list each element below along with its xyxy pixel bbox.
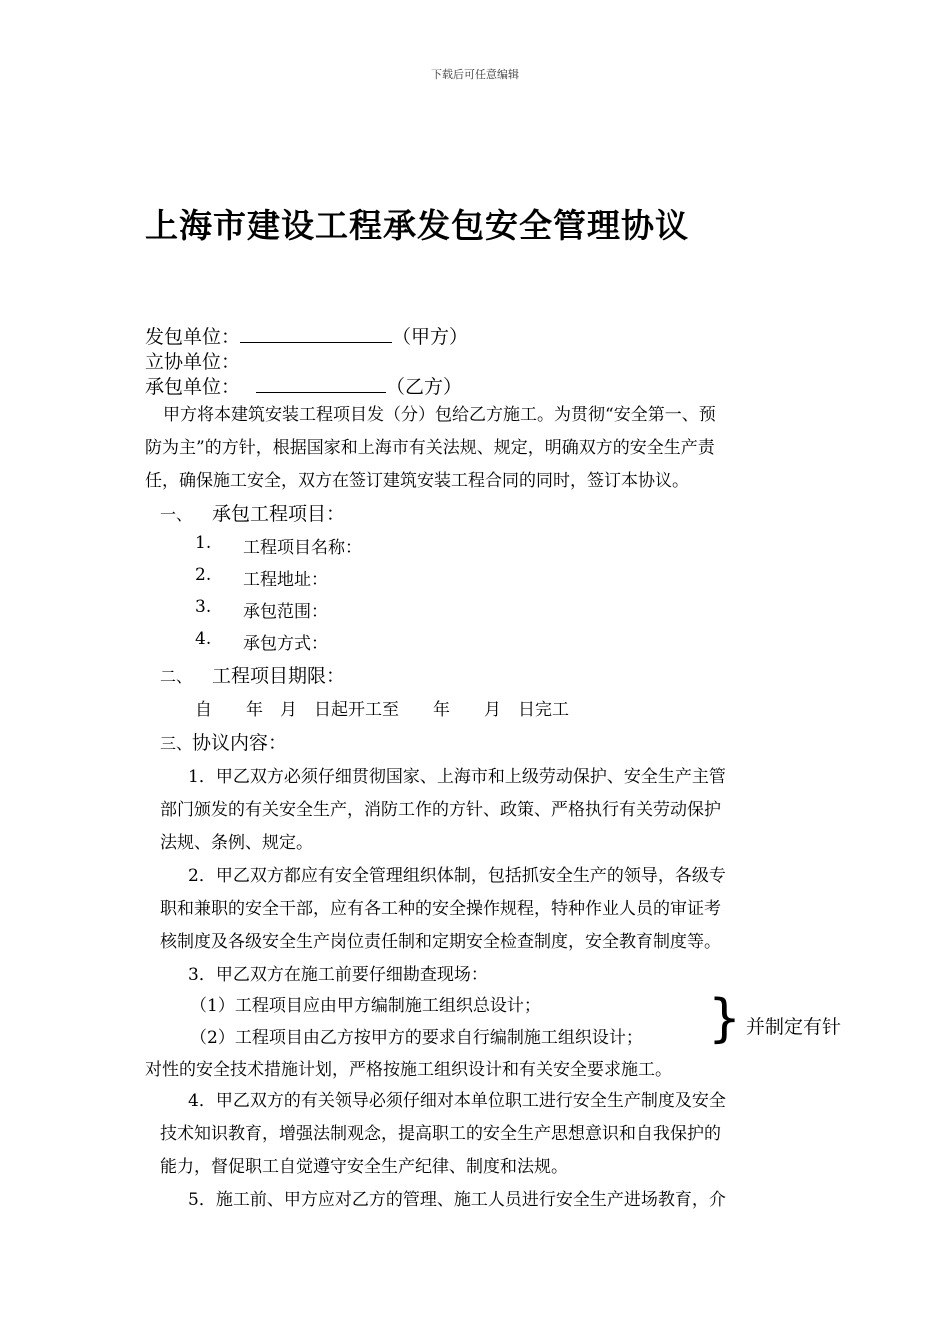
sec3-p4-line-3: 能力，督促职工自觉遵守安全生产纪律、制度和法规。 <box>160 1157 568 1177</box>
sec3-p1-line-2: 部门颁发的有关安全生产，消防工作的方针、政策、严格执行有关劳动保护 <box>160 800 721 820</box>
section-2-title: 工程项目期限： <box>212 665 346 687</box>
preamble-line-1: 甲方将本建筑安装工程项目发（分）包给乙方施工。为贯彻“安全第一、预 <box>163 405 716 425</box>
sec3-p4-line-2: 技术知识教育，增强法制观念，提高职工的安全生产思想意识和自我保护的 <box>160 1124 721 1144</box>
brace-annotation: 并制定有针 <box>746 1016 842 1038</box>
sec1-item-2-num: 2. <box>195 565 212 585</box>
section-1-number: 一、 <box>160 505 193 524</box>
sec3-p3-sub-2: （2）工程项目由乙方按甲方的要求自行编制施工组织设计； <box>190 1028 643 1048</box>
sec3-p3-line: 3．甲乙双方在施工前要仔细勘查现场： <box>188 965 488 985</box>
party-b-blank <box>256 376 386 393</box>
coop-unit-line <box>145 347 240 374</box>
sec3-p3-continuation: 对性的安全技术措施计划，严格按施工组织设计和有关安全要求施工。 <box>145 1060 672 1080</box>
section-3-number: 三、 <box>160 734 193 753</box>
document-title: 上海市建设工程承发包安全管理协议 <box>145 206 689 245</box>
sec3-p2-line-3: 核制度及各级安全生产岗位责任制和定期安全检查制度，安全教育制度等。 <box>160 932 721 952</box>
sec1-item-1-text: 工程项目名称： <box>243 538 362 558</box>
sec3-p2-line-2: 职和兼职的安全干部，应有各工种的安全操作规程，特种作业人员的审证考 <box>160 899 721 919</box>
sec3-p1-line-1: 1．甲乙双方必须仔细贯彻国家、上海市和上级劳动保护、安全生产主管 <box>188 767 726 787</box>
page-header-note: 下载后可任意编辑 <box>431 68 519 81</box>
sec1-item-3-text: 承包范围： <box>243 602 328 622</box>
party-a-label: 发包单位： <box>145 326 241 348</box>
section-1-title: 承包工程项目： <box>212 503 346 525</box>
section-1-heading <box>160 499 345 526</box>
sec3-p2-line-1: 2．甲乙双方都应有安全管理组织体制，包括抓安全生产的领导，各级专 <box>188 866 726 886</box>
right-brace-icon: } <box>708 989 742 1049</box>
preamble-line-2: 防为主”的方针，根据国家和上海市有关法规、规定，明确双方的安全生产责 <box>145 438 715 458</box>
party-a-suffix: （甲方） <box>392 326 469 348</box>
sec3-p4-line-1: 4．甲乙双方的有关领导必须仔细对本单位职工进行安全生产制度及安全 <box>188 1091 726 1111</box>
preamble-line-3: 任，确保施工安全，双方在签订建筑安装工程合同的同时，签订本协议。 <box>145 471 689 491</box>
party-b-suffix: （乙方） <box>386 376 463 398</box>
section-3-title: 协议内容： <box>192 732 288 754</box>
section-3-heading <box>160 728 287 755</box>
sec3-p3-sub-1: （1）工程项目应由甲方编制施工组织总设计； <box>190 996 541 1016</box>
section-2-number: 二、 <box>160 667 193 686</box>
sec3-p1-line-3: 法规、条例、规定。 <box>160 833 313 853</box>
sec3-p5-line-1: 5．施工前、甲方应对乙方的管理、施工人员进行安全生产进场教育，介 <box>188 1190 726 1210</box>
party-a-line <box>145 322 468 349</box>
sec1-item-3-num: 3. <box>195 597 212 617</box>
party-b-line <box>145 372 462 399</box>
sec1-item-4-text: 承包方式： <box>243 634 328 654</box>
coop-unit-label: 立协单位： <box>145 351 241 373</box>
party-a-blank <box>240 326 392 343</box>
sec2-period-line: 自 年 月 日起开工至 年 月 日完工 <box>195 700 569 720</box>
sec1-item-4-num: 4. <box>195 629 212 649</box>
party-b-label: 承包单位： <box>145 376 241 398</box>
sec1-item-1-num: 1. <box>195 533 212 553</box>
section-2-heading <box>160 661 345 688</box>
sec1-item-2-text: 工程地址： <box>243 570 328 590</box>
